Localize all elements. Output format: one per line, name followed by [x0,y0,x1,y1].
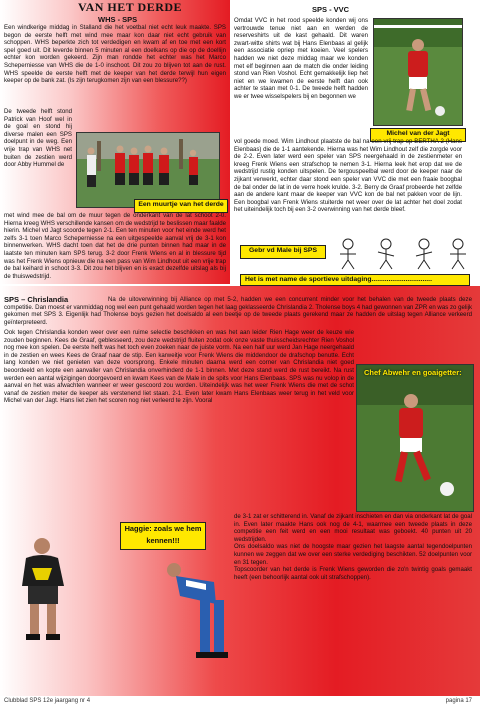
sps-vvc-body-wrap: Omdat VVC in het rood speelde konden wij ons vertrouwde tenue niet aan en werden de reserveshirts uit de kast gehaald. Dit waren zwart-witte shirts wat bij Hans Elenbaas al gelijk een associatie opriep met koeien. Veel spelers hadden we niet deze middag maar we konden met elf beginnen aan de match die onder leiding stond van Rien Voshol. Echt gemakkelijk liep het niet en we kwamen de eerste helft dan ook achter te staan met 0-1. De tweede helft hadden we er twee wisselspelers bij en begonnen we [234,17,368,100]
haggie-caption: Haggie: zoals we hem kennen!!! [120,522,206,550]
whs-sps-body-bottom: met wind mee de bal om de muur tegen de onderkant van de lat schoot 2-0. Hierna kreeg WHS verschillende kansen om de wedstrijd te beslissen maar faalde hierin. Michel vd Jagt scoorde tegen 2-1. Een ten minuten voor het einde werd het zelfs 3-1 toen Marco Scheperniesse na een uitgespeelde aanval vrij de 3-1 kon binnenwerken. WHS dacht toen dat het de drie punten binnen had maar in de laatste ten minuten kam SPS terug. 3-2 door Frenk Wiens en al in blessure tijd was het Frenk Wiens opnieuw die na een pass van Wim Lindhout uit een vrije trap de bal keihard in schoot 3-3. Dit zou het blijven en is exact dezelfde uitslag als bij de thuiswedstrijd. [4,212,226,280]
michel-photo-caption: Michel van der Jagt [370,128,466,142]
chef-abwehr-photo [356,364,474,512]
gebr-vd-male-caption: Gebr vd Male bij SPS [240,245,326,259]
whs-sps-subtitle: WHS - SPS [98,15,138,24]
section-title: VAN HET DERDE [77,0,183,14]
sps-chrislandia-body-right: de 3-1 zat er schitterend in. Vanaf de zijkant inschieten en dan via onderkant lat de goal in. Even later maakte Hans ook nog de 4-1, waarmee een tweede plaats in deze competitie een feit werd en een mooi resultaat was geboekt. 40 punten uit 20 wedstrijden. Ons doelsaldo was niet de hoogste maar gezien het laagste aantal tegendoelpunten kunnen we zeggen dat we over een sterke verdediging beschikten. 52 doelpunten voor en 31 tegen. Topscoorder van het derde is Frenk Wiens geworden die zo'n twintig goals gemaakt heeft (een behoorlijk aantal ook uit strafschoppen). [234,513,472,581]
team-wall-photo-caption: Een muurtje van het derde [134,199,228,213]
sps-vvc-subtitle: SPS - VVC [312,5,350,14]
whs-sps-body-top: Een windkerige middag in Stalland die het voetbal niet echt leuk maakte. SPS begon de eerste helft met wind mee maar kon daar niet echt gebruik van schoppen. WHS beperkte zich tot verdedigen en kwam af en toe met een kort spel goed uit. Dit leverde binnen 5 minuten al een doelkans op die op de doellijn echter kon worden gekeerd. Zijn man rondde het echter was het Marco Scheperniesse van WHS die de 1-0 inschoot. Dit zou zo blijven tot aan de rust. WHS speelde de eerste helft met de keeper van het derde terwijl hun eigen keeper op de bank zat. (Is zijn terugkomen zijn van een blessure??) [4,24,226,85]
sps-chrislandia-subtitle: SPS – Chrislandia [4,295,69,304]
footer-magazine-info: Clubblad SPS 12e jaargang nr 4 [4,698,91,704]
whs-sps-body-wrap: De tweede helft stond Patrick van Hoof wel in de goal en stond hij diverse malen een SPS doelpunt in de weg. Een vrije trap van WHS net buiten de zestien werd door Abby Hummel de [4,108,72,169]
chef-abwehr-caption: Chef Abwehr en goaigetter: [364,368,462,377]
sps-chrislandia-intro: Na de uitoverwinning bij Alliance op met 5-2, hadden we een concurrent minder voor het behalen van de tweede plaats deze competitie. Dan moest er vanmiddag nog wel een punt gehaald worden tegen het laag geklasseerde Chrislandia 2. Tholense boys 4 had gewonnen van ZPR en was zo gelijk gekomen met SPS 3. Eigenlijk had Tholense boys gezien het doelsaldo al een beetje op de tweede plaats gerekend maar ze hadden de uitslag tegen Alliance verkeerd geïnterpreteerd. [4,296,472,326]
footer-page-number: pagina 17 [445,698,472,704]
sps-vvc-body-full: vol goede moed. Wim Lindhout plaatste de bal na een vrij trap op BERTHA 2 (Hans Elenbaas) die de 1-1 aantekende. Hierna was het Wim Lindhout zelf die zorgde voor de 2-2. Even later werd een speler van SPS neergehaald in de zestienmeter en kreeg Frenk Wiens een strafschop te nemen 3-1. Hierna leek het erop dat we de wedstrijd rustig konden uitspelen. De tergouspeelbal werd door de keeper naar de zijkant verwerkt, echter daar stond een speler van VVC die met een fraaie boogbal de bal onder de lat in de verre hoek krulde. 3-2. Berry de Graaf probeerde het zelfde aan de andere kant maar de keeper van VVC kon de bal net pakken voor de lijn. Een boogbal van Frenk Wiens stuiterde net weer over de lat achter het doel zodat het uiteindelijk toch bij een 3-2 overwinning van het derde bleef. [234,138,462,214]
sps-chrislandia-body-left: Ook tegen Chrislandia konden weer over een ruime selectie beschikken en was het aan leider Rien Hage weer de keuze wie zouden beginnen. Kees de Graaf, geblesseerd, zou deze wedstrijd fluiten zodat ook onze vaste thuisscheidsrechter Rien Voshol nog mee kon spelen. De eerste helft was het toch even zoeken naar de juiste vorm. Na een half uur werd Jan Hage neergehaald in de zestien en wees Kees de Graaf naar de stip. Een karweitje voor Frenk Wiens die middendoor de drafschop benutte. Echt lang konden we niet genieten van deze voorsprong. Enkele minuten daarna werd een corner van Chrislandia niet goed beoordeeld en kopte een aanvaller van Chrislandia onverhinderd de 1-1 binnen. Met deze stand werd de rust bereikt. Na rust werden een aantal wijzigingen doorgevoerd en kwam Kees van de Male in de spits voor Hans Elenbaas. SPS was nu volop in de aanval en het was afwachten wanneer er weer gescoord zou worden. Uiteindelijk was het weer Frenk Wiens die met de schot vanaf de zestien meter de keeper als verstenend liet staan. 2-1. Even later kwam Hans Elenbaas weer terug in het veld voor Michel van der Jagt. Hans liet zien het scoren nog niet verleerd te zijn. Vooral [4,329,354,405]
haggie-photo-right [156,560,232,664]
sportive-challenge-quote: Het is met name de sportieve uitdaging................................ [240,274,470,286]
cartoon-figures-illustration [330,236,472,272]
team-wall-photo [76,132,220,208]
haggie-photo-left [12,534,74,644]
michel-van-der-jagt-photo [373,18,463,126]
